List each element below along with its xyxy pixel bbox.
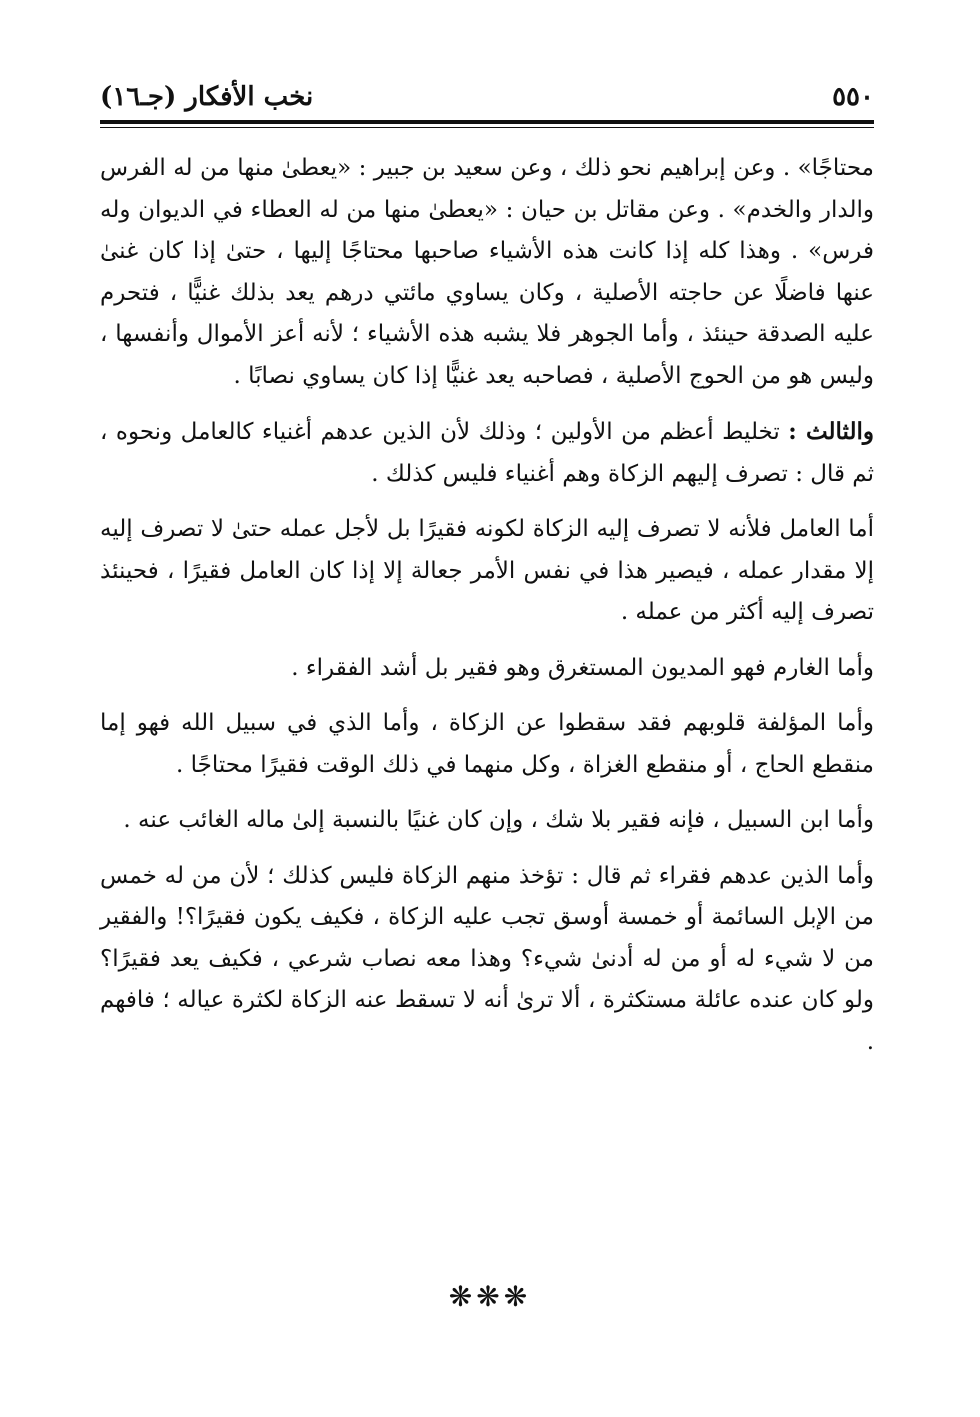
paragraph xyxy=(100,509,874,634)
paragraph xyxy=(100,800,874,842)
paragraph-text: وأما المؤلفة قلوبهم فقد سقطوا عن الزكاة ، وأما الذي في سبيل الله فهو إما منقطع الحاج ، أو منقطع الغزاة ، وكل منهما في ذلك الوقت فقيرًا محتاجًا . xyxy=(100,710,874,778)
paragraph-text: محتاجًا» . وعن إبراهيم نحو ذلك ، وعن سعيد بن جبير : «يعطىٰ منها من له الفرس والدار والخدم» . وعن مقاتل بن حيان : «يعطىٰ منها من له العطاء في الديوان وله فرس» . وهذا كله إذا كانت هذه الأشياء صاحبها محتاجًا إليها ، حتىٰ إذا كان غنىٰ عنها فاضلًا عن حاجته الأصلية ، وكان يساوي مائتي درهم يعد بذلك غنيًّا ، فتحرم عليه الصدقة حينئذ ، وأما الجوهر فلا يشبه هذه الأشياء ؛ لأنه أعز الأموال وأنفسها ، وليس هو من الحوج الأصلية ، فصاحبه يعد غنيًّا إذا كان يساوي نصابًا . xyxy=(100,155,874,389)
paragraph-lead: والثالث : xyxy=(788,418,874,445)
paragraph-text: أما العامل فلأنه لا تصرف إليه الزكاة لكونه فقيرًا بل لأجل عمله حتىٰ لا تصرف إليه إلا مقدار عمله ، فيصير هذا في نفس الأمر جعالة إلا إذا كان العامل فقيرًا ، فحينئذ تصرف إليه أكثر من عمله . xyxy=(100,516,874,625)
page-body xyxy=(100,148,874,1063)
paragraph-text: تخليط أعظم من الأولين ؛ وذلك لأن الذين عدهم أغنياء كالعامل ونحوه ، ثم قال : تصرف إليهم الزكاة وهم أغنياء فليس كذلك . xyxy=(100,419,874,487)
paragraph-text: وأما الغارم فهو المديون المستغرق وهو فقير بل أشد الفقراء . xyxy=(291,654,874,681)
paragraph-text: وأما ابن السبيل ، فإنه فقير بلا شك ، وإن كان غنيًا بالنسبة إلىٰ ماله الغائب عنه . xyxy=(123,807,874,833)
paragraph xyxy=(100,856,874,1064)
page-number: ٥٥٠ xyxy=(832,82,874,112)
paragraph xyxy=(100,648,874,690)
book-title: نخب الأفكار (جـ١٦) xyxy=(100,82,314,112)
paragraph xyxy=(100,148,874,397)
paragraph-text: وأما الذين عدهم فقراء ثم قال : تؤخذ منهم الزكاة فليس كذلك ؛ لأن من له خمس من الإبل السائمة أو خمسة أوسق تجب عليه الزكاة ، فكيف يكون فقيرًا؟! والفقير من لا شيء له أو من له أدنىٰ شيء؟ وهذا معه نصاب شرعي ، فكيف يعد فقيرًا؟ ولو كان عنده عائلة مستكثرة ، ألا ترىٰ أنه لا تسقط عنه الزكاة لكثرة عياله ؛ فافهم . xyxy=(100,862,874,1055)
paragraph xyxy=(100,703,874,786)
page-header xyxy=(100,78,874,118)
section-divider: ❋❋❋ xyxy=(448,1280,532,1313)
header-rule-thick xyxy=(100,120,874,124)
header-rule-thin xyxy=(100,127,874,128)
paragraph xyxy=(100,411,874,495)
